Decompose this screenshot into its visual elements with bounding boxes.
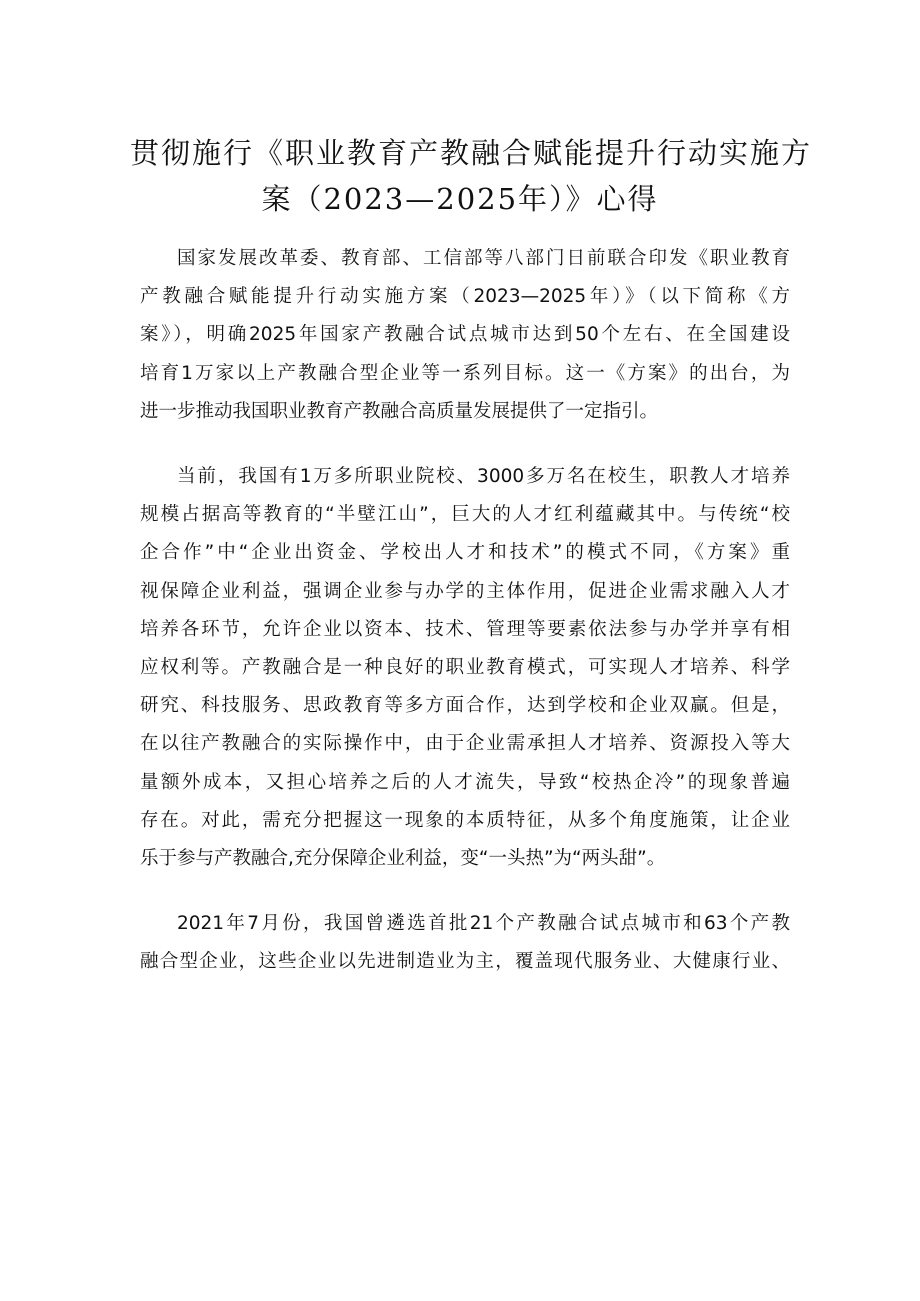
paragraph-line: 培养各环节，允许企业以资本、技术、管理等要素依法参与办学并享有相	[140, 618, 790, 640]
paragraph-line: 应权利等。产教融合是一种良好的职业教育模式，可实现人才培养、科学	[140, 657, 790, 679]
paragraph-line: 融合型企业，这些企业以先进制造业为主，覆盖现代服务业、大健康行业、	[140, 951, 790, 973]
paragraph-line: 乐于参与产教融合,充分保障企业利益，变“一头热”为“两头甜”。	[140, 848, 666, 870]
paragraph-line: 2021年7月份，我国曾遴选首批21个产教融合试点城市和63个产教	[177, 913, 790, 935]
paragraph-line: 产教融合赋能提升行动实施方案（2023—2025年）》（以下简称《方	[140, 286, 790, 308]
paragraph	[140, 240, 790, 431]
paragraph	[140, 905, 790, 981]
paragraph-line: 量额外成本，又担心培养之后的人才流失，导致“校热企冷”的现象普遍	[140, 771, 790, 793]
paragraph-line: 培育1万家以上产教融合型企业等一系列目标。这一《方案》的出台，为	[140, 362, 790, 384]
paragraph-line: 在以往产教融合的实际操作中，由于企业需承担人才培养、资源投入等大	[140, 733, 790, 755]
document-body	[140, 240, 790, 1009]
title-line: 案（2023—2025年）》心得	[261, 182, 659, 216]
paragraph-line: 规模占据高等教育的“半壁江山”，巨大的人才红利蕴藏其中。与传统“校	[140, 504, 790, 526]
document-title	[130, 130, 813, 222]
paragraph-line: 企合作”中“企业出资金、学校出人才和技术”的模式不同，《方案》重	[140, 542, 790, 564]
paragraph	[140, 458, 790, 878]
paragraph-line: 研究、科技服务、思政教育等多方面合作，达到学校和企业双赢。但是，	[140, 695, 790, 717]
paragraph-line: 视保障企业利益，强调企业参与办学的主体作用，促进企业需求融入人才	[140, 580, 790, 602]
paragraph-line: 当前，我国有1万多所职业院校、3000多万名在校生，职教人才培养	[177, 466, 790, 488]
title-line: 贯彻施行《职业教育产教融合赋能提升行动实施方	[130, 136, 813, 170]
paragraph-line: 进一步推动我国职业教育产教融合高质量发展提供了一定指引。	[140, 400, 659, 422]
paragraph-line: 存在。对此，需充分把握这一现象的本质特征，从多个角度施策，让企业	[140, 809, 790, 831]
paragraph-line: 国家发展改革委、教育部、工信部等八部门日前联合印发《职业教育	[177, 248, 790, 269]
paragraph-line: 案》），明确2025年国家产教融合试点城市达到50个左右、在全国建设	[140, 324, 790, 346]
